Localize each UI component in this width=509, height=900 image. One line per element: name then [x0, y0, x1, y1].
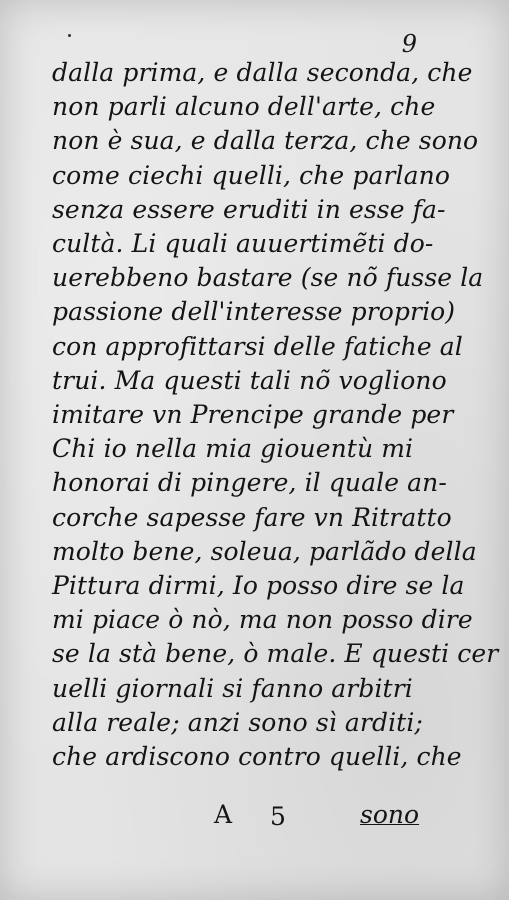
text-line: Chi io nella mia giouentù mi — [52, 434, 414, 464]
text-line: dalla prima, e dalla seconda, che — [52, 58, 473, 87]
text-line: corche sapesse fare vn Ritratto — [52, 502, 452, 532]
text-line: imitare vn Prencipe grande per — [52, 400, 454, 430]
text-line: cultà. Li quali auuertimẽti do- — [52, 229, 434, 259]
text-line: senza essere eruditi in esse fa- — [52, 194, 446, 224]
text-line: honorai di pingere, il quale an- — [52, 468, 447, 498]
page-number: 9 — [401, 30, 417, 58]
text-line: mi piace ò nò, ma non posso dire — [52, 605, 473, 635]
text-line: che ardiscono contro quelli, che — [52, 742, 462, 772]
text-line: con approfittarsi delle fatiche al — [52, 331, 463, 361]
text-line: passione dell'interesse proprio) — [52, 297, 456, 327]
text-line: uelli giornali si fanno arbitri — [52, 673, 413, 703]
signature-number: 5 — [270, 802, 286, 831]
text-line: se la stà bene, ò male. E questi cer — [52, 639, 499, 669]
text-line: alla reale; anzi sono sì arditi; — [52, 707, 423, 737]
text-line: non parli alcuno dell'arte, che — [52, 92, 436, 122]
text-line: non è sua, e dalla terza, che sono — [52, 126, 479, 156]
text-line: uerebbeno bastare (se nõ fusse la — [52, 263, 484, 293]
text-line: Pittura dirmi, Io posso dire se la — [52, 571, 465, 601]
text-line: come ciechi quelli, che parlano — [52, 160, 450, 190]
catchword: sono — [360, 800, 420, 829]
text-line: molto bene, soleua, parlãdo della — [52, 536, 477, 566]
text-line: trui. Ma questi tali nõ vogliono — [52, 365, 447, 395]
ink-speck — [68, 34, 71, 37]
page-footer — [0, 800, 509, 840]
signature-mark: A — [214, 800, 233, 829]
body-text — [52, 56, 499, 774]
